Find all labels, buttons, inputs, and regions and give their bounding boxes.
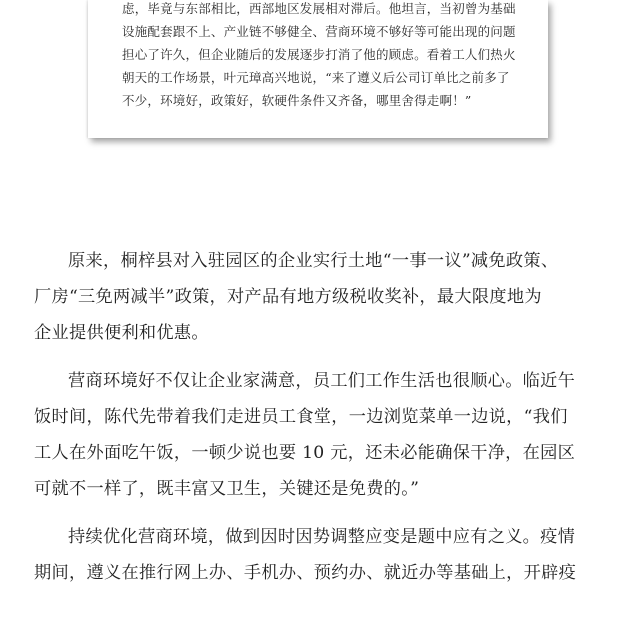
paragraph-line: 厂房“三免两减半”政策，对产品有地方级税收奖补，最大限度地为	[34, 287, 542, 307]
quote-line: 虑，毕竟与东部相比，西部地区发展相对滞后。他坦言，当初曾为基础	[122, 1, 516, 16]
paragraph-line: 企业提供便利和优惠。	[34, 323, 209, 343]
quote-line: 不少，环境好，政策好，软硬件条件又齐备，哪里舍得走啊！”	[122, 93, 472, 108]
paragraph-line: 期间，遵义在推行网上办、手机办、预约办、就近办等基础上，开辟疫	[34, 563, 577, 583]
paragraph-line: 可就不一样了，既丰富又卫生，关键还是免费的。”	[34, 479, 420, 499]
quote-line: 担心了许久，但企业随后的发展逐步打消了他的顾虑。看着工人们热火	[122, 47, 516, 62]
quote-line: 朝天的工作场景，叶元璋高兴地说，“来了遵义后公司订单比之前多了	[122, 70, 510, 85]
paragraph-line: 原来，桐梓县对入驻园区的企业实行土地“一事一议”减免政策、	[68, 251, 559, 271]
quote-card	[88, 0, 548, 138]
paragraph-line: 饭时间，陈代先带着我们走进员工食堂，一边浏览菜单一边说，“我们	[34, 407, 568, 427]
quote-line: 设施配套跟不上、产业链不够健全、营商环境不够好等可能出现的问题	[122, 24, 516, 39]
paragraph-line: 营商环境好不仅让企业家满意，员工们工作生活也很顺心。临近午	[68, 371, 576, 391]
paragraph-line: 工人在外面吃午饭，一顿少说也要 10 元，还未必能确保干净，在园区	[34, 443, 576, 463]
paragraph-line: 持续优化营商环境，做到因时因势调整应变是题中应有之义。疫情	[68, 527, 576, 547]
